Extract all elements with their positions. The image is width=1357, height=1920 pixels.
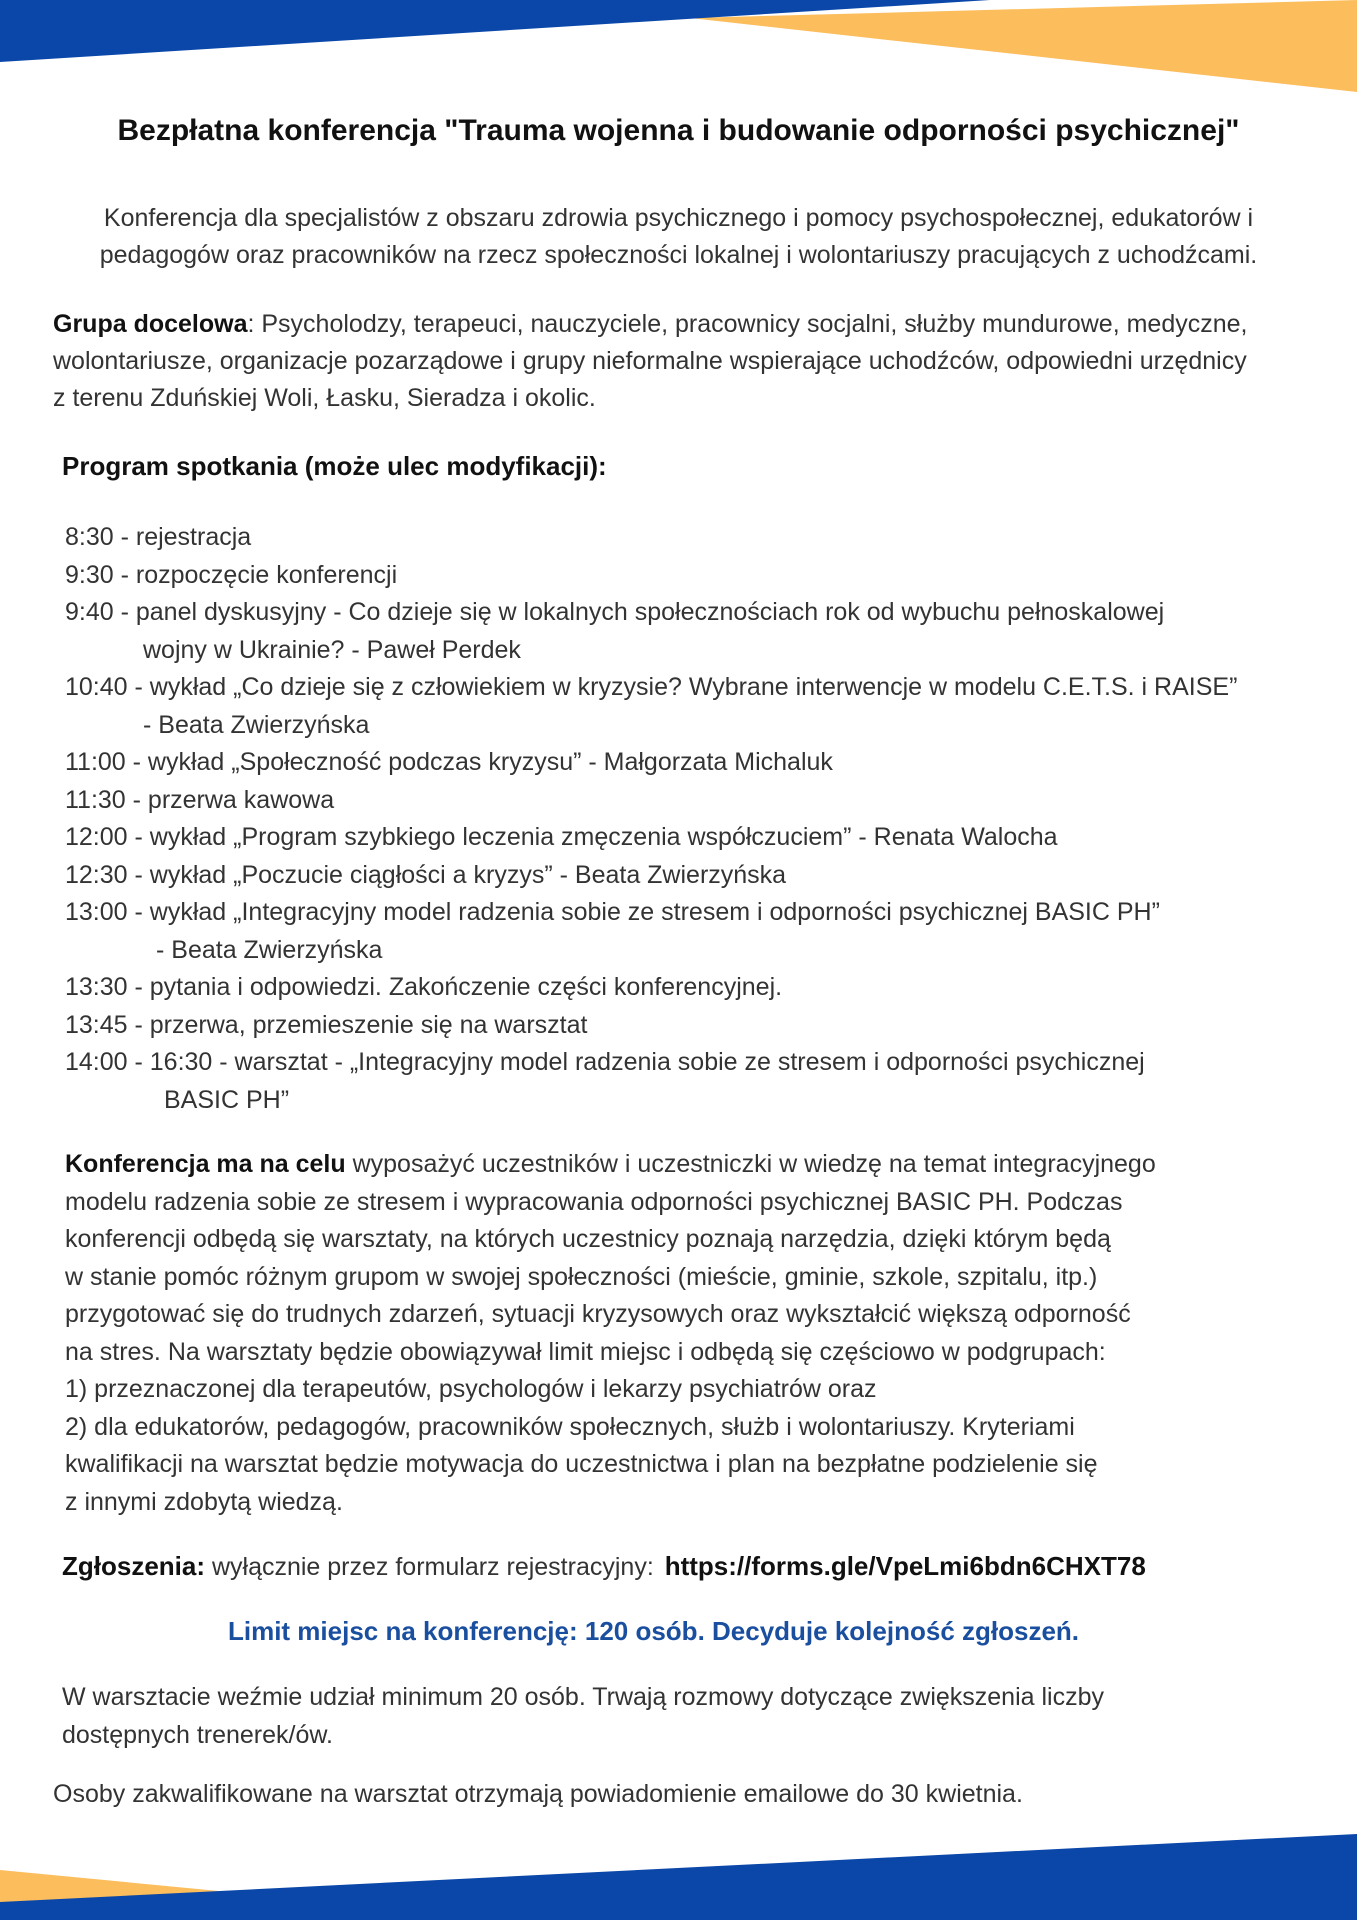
schedule-item: 13:30 - pytania i odpowiedzi. Zakończenie części konferencyjnej.	[65, 973, 783, 1001]
registration-form-link[interactable]: https://forms.gle/VpeLmi6bdn6CHXT78	[664, 1551, 1146, 1581]
schedule-item: 10:40 - wykład „Co dzieje się z człowiekiem w kryzysie? Wybrane interwencje w modelu C.E.T.S. i RAISE” - Beata Zwierzyńska	[65, 673, 1238, 739]
top-decoration	[0, 0, 1357, 100]
bottom-decoration	[0, 1820, 1357, 1920]
goal-label: Konferencja ma na celu	[65, 1150, 346, 1178]
target-group-label: Grupa docelowa	[53, 310, 248, 338]
schedule-item: 12:30 - wykład „Poczucie ciągłości a kryzys” - Beata Zwierzyńska	[65, 860, 787, 889]
intro-paragraph: Konferencja dla specjalistów z obszaru zdrowia psychicznego i pomocy psychospołecznej, edukatorów i pedagogów oraz pracowników na rzecz społeczności lokalnej i wolontariuszy pracujących z uchodźcami.	[99, 204, 1258, 269]
bottom-blue-band	[0, 1834, 1357, 1920]
schedule-item: 13:00 - wykład „Integracyjny model radzenia sobie ze stresem i odporności psychicznej BASIC PH” - Beata Zwierzyńska	[65, 898, 1160, 964]
top-orange-band	[690, 0, 1357, 92]
registration-text: wyłącznie przez formularz rejestracyjny:	[205, 1553, 654, 1581]
program-schedule	[65, 519, 1335, 1119]
schedule-item: 8:30 - rejestracja	[65, 523, 252, 551]
schedule-item: 12:00 - wykład „Program szybkiego leczenia zmęczenia współczuciem” - Renata Walocha	[65, 823, 1058, 851]
registration-line	[62, 1551, 1146, 1582]
target-group-paragraph	[53, 306, 1263, 417]
schedule-item: 11:00 - wykład „Społeczność podczas kryzysu” - Małgorzata Michaluk	[65, 748, 833, 776]
schedule-item: 13:45 - przerwa, przemieszenie się na warsztat	[65, 1010, 588, 1039]
target-group-text: : Psycholodzy, terapeuci, nauczyciele, pracownicy socjalni, służby mundurowe, medyczne, wolontariusze, organizacje pozarządowe i grupy nieformalne wspierające uchodźców, odpowiedni urzędnicy z terenu Zduńskiej Woli, Łasku, Sieradza i okolic.	[53, 310, 1248, 412]
conference-goal-paragraph: Konferencja ma na celu wyposażyć uczestników i uczestniczki w wiedzę na temat integracyjnego modelu radzenia sobie ze stresem i wypracowania odporności psychicznej BASIC PH. Podczas konferencji odbędą się warsztaty, na których uczestnicy poznają narzędzia, dzięki którym będą w stanie pomóc różnym grupom w swojej społeczności (mieście, gminie, szkole, szpitalu, itp.) przygotować się do trudnych zdarzeń, sytuacji kryzysowych oraz wykształcić większą odporność na stres. Na warsztaty będzie obowiązywał limit miejsc i odbędą się częściowo w podgrupach: 1) przeznaczonej dla terapeutów, psychologów i lekarzy psychiatrów oraz 2) dla edukatorów, pedagogów, pracowników społecznych, służb i wolontariuszy. Kryteriami kwalifikacji na warsztat będzie motywacja do uczestnictwa i plan na bezpłatne podzielenie się z innymi zdobytą wiedzą.	[65, 1150, 1156, 1516]
schedule-item: 9:40 - panel dyskusyjny - Co dzieje się w lokalnych społecznościach rok od wybuchu pełnoskalowej wojny w Ukrainie? - Paweł Perdek	[65, 598, 1165, 664]
schedule-item: 9:30 - rozpoczęcie konferencji	[65, 560, 398, 589]
schedule-item: 11:30 - przerwa kawowa	[65, 785, 335, 814]
schedule-item: 14:00 - 16:30 - warsztat - „Integracyjny model radzenia sobie ze stresem i odporności psychicznej BASIC PH”	[65, 1048, 1145, 1114]
seat-limit-notice: Limit miejsc na konferencję: 120 osób. Decyduje kolejność zgłoszeń.	[227, 1616, 1080, 1646]
notification-info: Osoby zakwalifikowane na warsztat otrzymają powiadomienie emailowe do 30 kwietnia.	[53, 1780, 1023, 1808]
program-heading: Program spotkania (może ulec modyfikacji):	[62, 451, 607, 481]
page-title: Bezpłatna konferencja "Trauma wojenna i budowanie odporności psychicznej"	[117, 114, 1240, 147]
workshop-info: W warsztacie weźmie udział minimum 20 osób. Trwają rozmowy dotyczące zwiększenia liczby dostępnych trenerek/ów.	[62, 1683, 1105, 1749]
registration-label: Zgłoszenia:	[62, 1551, 206, 1581]
